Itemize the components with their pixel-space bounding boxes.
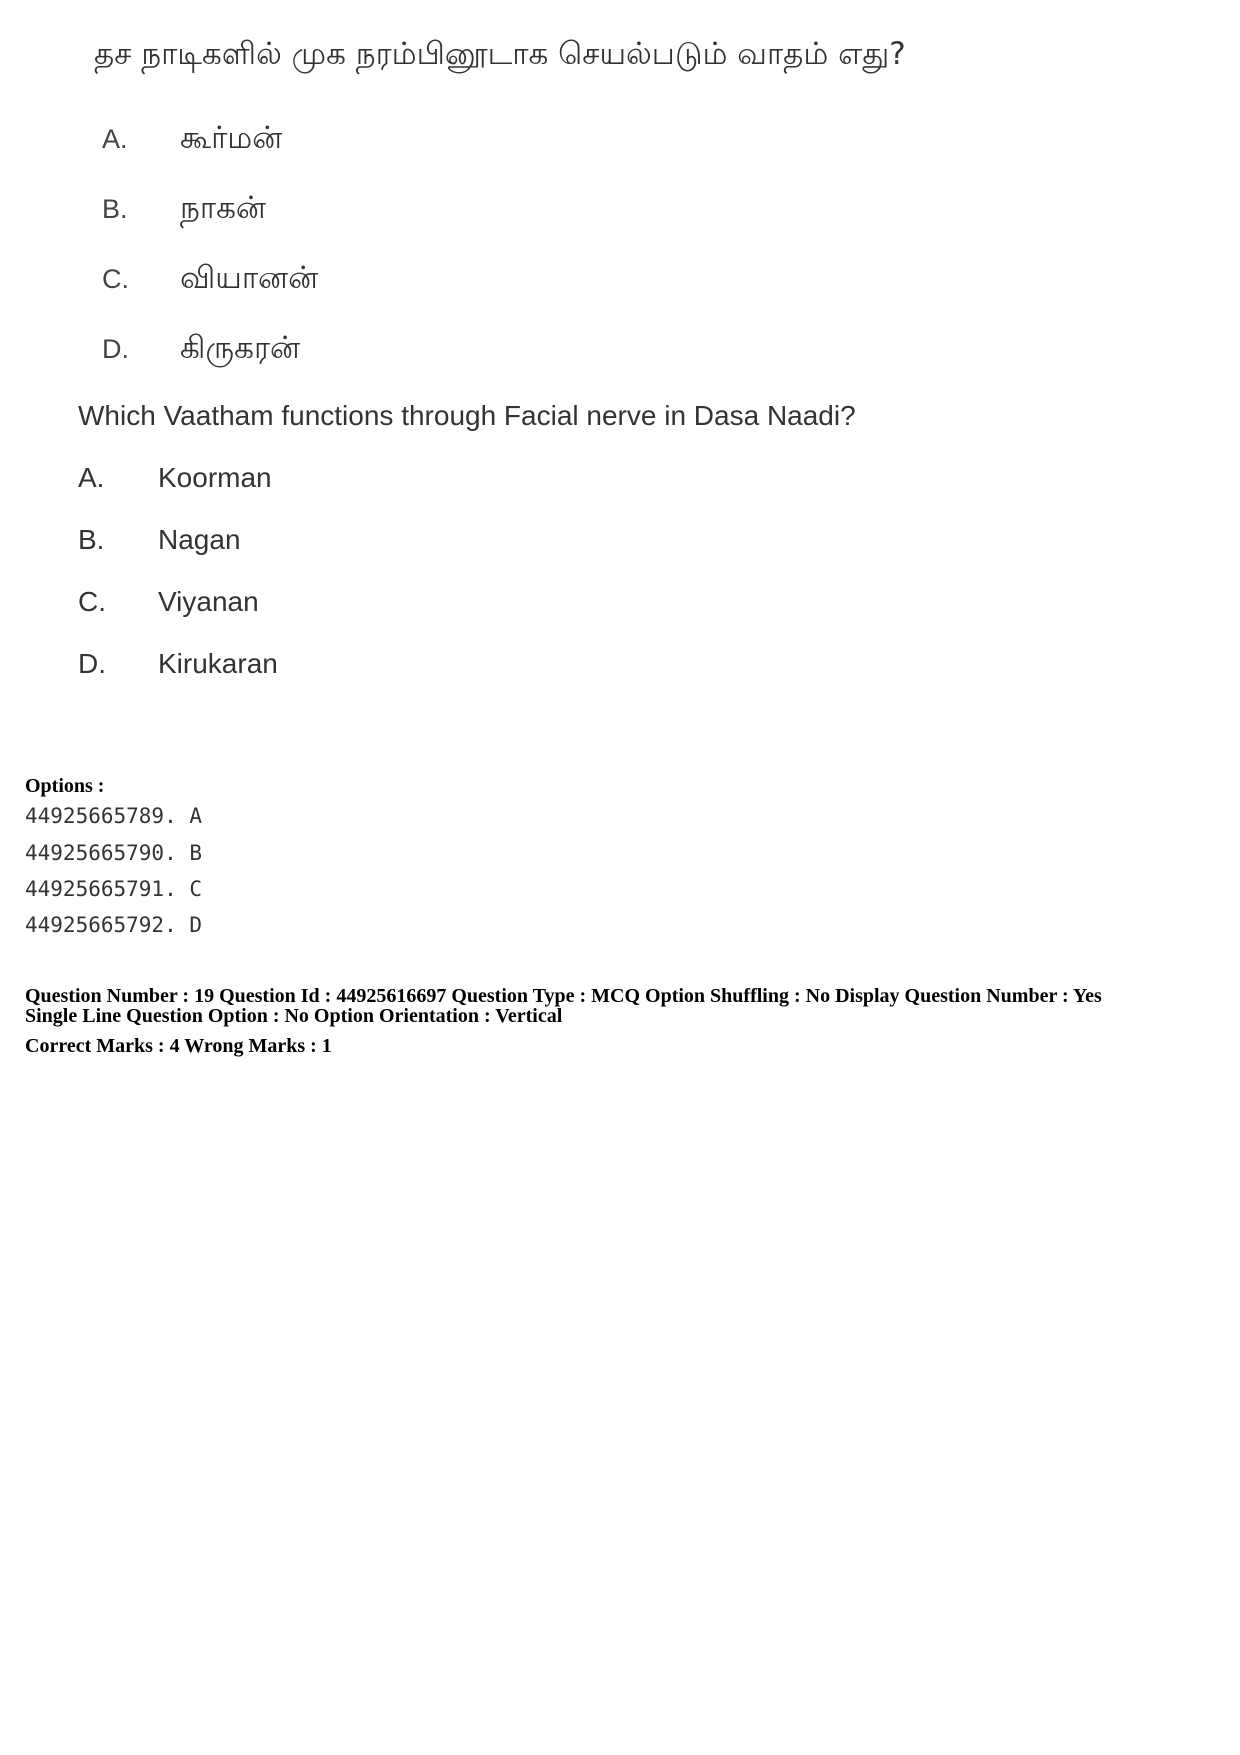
tamil-question-text: தச நாடிகளில் முக நரம்பினூடாக செயல்படும் வாதம் எது? [94, 36, 906, 72]
option-text: கிருகரன் [180, 330, 301, 366]
option-text: நாகன் [180, 190, 266, 226]
option-text: Viyanan [158, 586, 259, 617]
english-option-d [78, 648, 278, 680]
options-heading: Options : [25, 775, 105, 797]
option-id-item: 44925665791. C [25, 877, 203, 901]
english-option-a [78, 462, 272, 494]
option-letter: A. [102, 124, 128, 154]
option-text: கூர்மன் [180, 120, 283, 156]
tamil-option-d [102, 330, 300, 370]
question-metadata-line: Question Number : 19 Question Id : 44925616697 Question Type : MCQ Option Shuffling : No Display Question Number : Yes [25, 985, 1102, 1007]
tamil-option-b [102, 190, 266, 230]
option-letter: C. [102, 264, 129, 294]
english-option-b [78, 524, 241, 556]
option-text: Kirukaran [158, 648, 278, 679]
tamil-option-a [102, 120, 282, 160]
marks-line: Correct Marks : 4 Wrong Marks : 1 [25, 1035, 332, 1057]
option-text: Koorman [158, 462, 272, 493]
option-letter: D. [78, 648, 106, 679]
option-id-item: 44925665792. D [25, 913, 203, 937]
question-metadata-line: Single Line Question Option : No Option Orientation : Vertical [25, 1005, 563, 1027]
english-option-c [78, 586, 259, 618]
english-question-text: Which Vaatham functions through Facial nerve in Dasa Naadi? [78, 400, 856, 431]
option-id-item: 44925665790. B [25, 841, 203, 865]
option-text: Nagan [158, 524, 241, 555]
option-letter: C. [78, 586, 106, 617]
option-letter: D. [102, 334, 129, 364]
tamil-option-c [102, 260, 318, 300]
option-letter: B. [78, 524, 105, 555]
option-id-item: 44925665789. A [25, 804, 203, 828]
question-image [60, 20, 1120, 700]
option-text: வியானன் [180, 260, 319, 296]
option-letter: B. [102, 194, 128, 224]
option-letter: A. [78, 462, 105, 493]
